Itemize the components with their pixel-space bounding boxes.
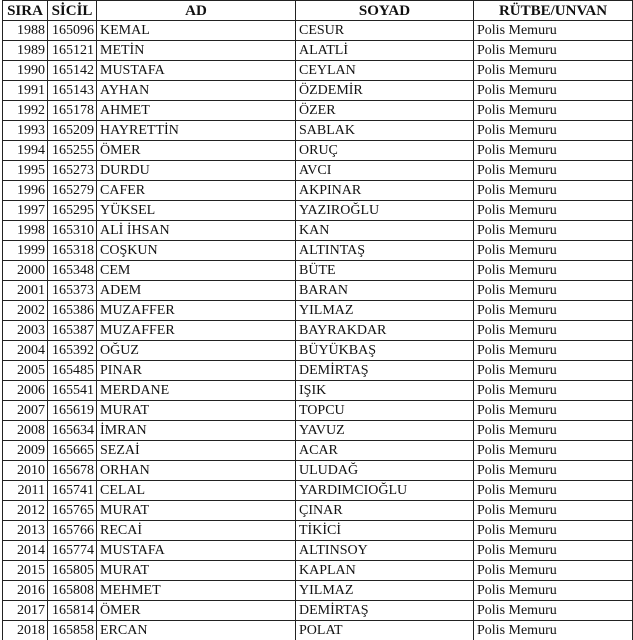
cell-sicil: 165392 (48, 341, 97, 361)
cell-soyad: DEMİRTAŞ (296, 601, 474, 621)
cell-sicil: 165143 (48, 81, 97, 101)
cell-ad: METİN (97, 41, 296, 61)
cell-soyad: ULUDAĞ (296, 461, 474, 481)
cell-rutbe: Polis Memuru (474, 321, 633, 341)
cell-soyad: BAYRAKDAR (296, 321, 474, 341)
table-row (3, 81, 633, 101)
cell-soyad: ALTINTAŞ (296, 241, 474, 261)
cell-sira: 2015 (3, 561, 48, 581)
cell-sira: 1991 (3, 81, 48, 101)
cell-ad: SEZAİ (97, 441, 296, 461)
cell-sicil: 165273 (48, 161, 97, 181)
cell-rutbe: Polis Memuru (474, 281, 633, 301)
cell-rutbe: Polis Memuru (474, 261, 633, 281)
cell-ad: DURDU (97, 161, 296, 181)
cell-soyad: BARAN (296, 281, 474, 301)
table-row (3, 481, 633, 501)
cell-sira: 1989 (3, 41, 48, 61)
cell-ad: MURAT (97, 561, 296, 581)
table-row (3, 61, 633, 81)
cell-soyad: IŞIK (296, 381, 474, 401)
cell-rutbe: Polis Memuru (474, 441, 633, 461)
cell-sira: 1997 (3, 201, 48, 221)
cell-sicil: 165373 (48, 281, 97, 301)
cell-soyad: TOPCU (296, 401, 474, 421)
table-row (3, 521, 633, 541)
table-row (3, 501, 633, 521)
table-row (3, 621, 633, 640)
cell-sicil: 165741 (48, 481, 97, 501)
cell-sira: 1995 (3, 161, 48, 181)
cell-sira: 2001 (3, 281, 48, 301)
cell-soyad: KAN (296, 221, 474, 241)
table-row (3, 441, 633, 461)
cell-rutbe: Polis Memuru (474, 221, 633, 241)
cell-ad: PINAR (97, 361, 296, 381)
cell-sira: 2011 (3, 481, 48, 501)
cell-ad: CAFER (97, 181, 296, 201)
cell-sira: 2012 (3, 501, 48, 521)
cell-rutbe: Polis Memuru (474, 561, 633, 581)
cell-ad: MERDANE (97, 381, 296, 401)
header-sicil: SİCİL (48, 1, 97, 21)
cell-ad: ÖMER (97, 601, 296, 621)
cell-rutbe: Polis Memuru (474, 381, 633, 401)
cell-rutbe: Polis Memuru (474, 121, 633, 141)
cell-sira: 2008 (3, 421, 48, 441)
cell-sira: 2000 (3, 261, 48, 281)
cell-rutbe: Polis Memuru (474, 461, 633, 481)
cell-rutbe: Polis Memuru (474, 81, 633, 101)
table-row (3, 381, 633, 401)
cell-sira: 1993 (3, 121, 48, 141)
cell-soyad: ALTINSOY (296, 541, 474, 561)
cell-ad: AYHAN (97, 81, 296, 101)
cell-rutbe: Polis Memuru (474, 181, 633, 201)
cell-rutbe: Polis Memuru (474, 101, 633, 121)
cell-sira: 2004 (3, 341, 48, 361)
cell-ad: HAYRETTİN (97, 121, 296, 141)
cell-sicil: 165619 (48, 401, 97, 421)
cell-rutbe: Polis Memuru (474, 501, 633, 521)
cell-sira: 1999 (3, 241, 48, 261)
cell-soyad: YILMAZ (296, 301, 474, 321)
cell-sira: 2003 (3, 321, 48, 341)
header-row (3, 1, 633, 21)
cell-sicil: 165387 (48, 321, 97, 341)
table-row (3, 361, 633, 381)
table-row (3, 541, 633, 561)
cell-ad: ADEM (97, 281, 296, 301)
cell-ad: CEM (97, 261, 296, 281)
header-ad: AD (97, 1, 296, 21)
table-row (3, 241, 633, 261)
cell-ad: MEHMET (97, 581, 296, 601)
cell-sicil: 165279 (48, 181, 97, 201)
cell-ad: İMRAN (97, 421, 296, 441)
cell-sira: 1988 (3, 21, 48, 41)
cell-rutbe: Polis Memuru (474, 241, 633, 261)
cell-sicil: 165178 (48, 101, 97, 121)
cell-sicil: 165209 (48, 121, 97, 141)
cell-sicil: 165774 (48, 541, 97, 561)
header-rutbe: RÜTBE/UNVAN (474, 1, 633, 21)
cell-sira: 2013 (3, 521, 48, 541)
cell-sira: 2007 (3, 401, 48, 421)
cell-rutbe: Polis Memuru (474, 581, 633, 601)
cell-ad: RECAİ (97, 521, 296, 541)
cell-soyad: YILMAZ (296, 581, 474, 601)
cell-ad: MUZAFFER (97, 321, 296, 341)
table-header (3, 1, 633, 21)
cell-soyad: AVCI (296, 161, 474, 181)
table-row (3, 221, 633, 241)
cell-rutbe: Polis Memuru (474, 61, 633, 81)
cell-sira: 2016 (3, 581, 48, 601)
cell-soyad: ACAR (296, 441, 474, 461)
cell-ad: ERCAN (97, 621, 296, 640)
cell-ad: MUSTAFA (97, 61, 296, 81)
cell-ad: YÜKSEL (97, 201, 296, 221)
cell-soyad: ÖZER (296, 101, 474, 121)
cell-soyad: BÜYÜKBAŞ (296, 341, 474, 361)
cell-sicil: 165318 (48, 241, 97, 261)
cell-sicil: 165142 (48, 61, 97, 81)
cell-rutbe: Polis Memuru (474, 141, 633, 161)
cell-ad: ALİ İHSAN (97, 221, 296, 241)
table-row (3, 461, 633, 481)
table-row (3, 161, 633, 181)
table-row (3, 41, 633, 61)
cell-rutbe: Polis Memuru (474, 421, 633, 441)
cell-sicil: 165386 (48, 301, 97, 321)
cell-sicil: 165665 (48, 441, 97, 461)
cell-sira: 1992 (3, 101, 48, 121)
cell-sicil: 165348 (48, 261, 97, 281)
cell-soyad: KAPLAN (296, 561, 474, 581)
cell-soyad: ALATLİ (296, 41, 474, 61)
cell-ad: MURAT (97, 501, 296, 521)
cell-ad: AHMET (97, 101, 296, 121)
cell-ad: ÖMER (97, 141, 296, 161)
cell-sicil: 165634 (48, 421, 97, 441)
table-row (3, 181, 633, 201)
table-row (3, 301, 633, 321)
cell-rutbe: Polis Memuru (474, 301, 633, 321)
cell-sicil: 165121 (48, 41, 97, 61)
cell-sicil: 165295 (48, 201, 97, 221)
cell-sicil: 165765 (48, 501, 97, 521)
cell-sicil: 165310 (48, 221, 97, 241)
cell-sira: 1996 (3, 181, 48, 201)
cell-rutbe: Polis Memuru (474, 521, 633, 541)
cell-rutbe: Polis Memuru (474, 41, 633, 61)
cell-soyad: YAZIROĞLU (296, 201, 474, 221)
cell-soyad: ÖZDEMİR (296, 81, 474, 101)
cell-sicil: 165678 (48, 461, 97, 481)
cell-sicil: 165858 (48, 621, 97, 640)
cell-sira: 2006 (3, 381, 48, 401)
cell-ad: MUSTAFA (97, 541, 296, 561)
cell-rutbe: Polis Memuru (474, 481, 633, 501)
cell-ad: MURAT (97, 401, 296, 421)
cell-soyad: CESUR (296, 21, 474, 41)
table-row (3, 281, 633, 301)
cell-sicil: 165808 (48, 581, 97, 601)
cell-soyad: AKPINAR (296, 181, 474, 201)
cell-sira: 1994 (3, 141, 48, 161)
table-row (3, 21, 633, 41)
cell-sira: 2002 (3, 301, 48, 321)
cell-soyad: ÇINAR (296, 501, 474, 521)
cell-ad: ORHAN (97, 461, 296, 481)
cell-sicil: 165255 (48, 141, 97, 161)
cell-sicil: 165541 (48, 381, 97, 401)
cell-soyad: POLAT (296, 621, 474, 640)
table-row (3, 601, 633, 621)
cell-rutbe: Polis Memuru (474, 541, 633, 561)
cell-sicil: 165485 (48, 361, 97, 381)
cell-soyad: TİKİCİ (296, 521, 474, 541)
table-row (3, 261, 633, 281)
cell-ad: OĞUZ (97, 341, 296, 361)
cell-sira: 2018 (3, 621, 48, 640)
cell-ad: COŞKUN (97, 241, 296, 261)
cell-sira: 2009 (3, 441, 48, 461)
table-row (3, 101, 633, 121)
table-row (3, 581, 633, 601)
table-row (3, 341, 633, 361)
cell-sicil: 165814 (48, 601, 97, 621)
cell-sicil: 165805 (48, 561, 97, 581)
personnel-table (2, 0, 633, 640)
cell-soyad: BÜTE (296, 261, 474, 281)
cell-rutbe: Polis Memuru (474, 21, 633, 41)
table-body (3, 21, 633, 640)
cell-sira: 1998 (3, 221, 48, 241)
table-row (3, 401, 633, 421)
cell-sira: 2010 (3, 461, 48, 481)
cell-soyad: YARDIMCIOĞLU (296, 481, 474, 501)
table-row (3, 141, 633, 161)
cell-rutbe: Polis Memuru (474, 601, 633, 621)
cell-ad: MUZAFFER (97, 301, 296, 321)
cell-soyad: DEMİRTAŞ (296, 361, 474, 381)
cell-soyad: SABLAK (296, 121, 474, 141)
table-row (3, 421, 633, 441)
cell-sira: 1990 (3, 61, 48, 81)
header-sira: SIRA (3, 1, 48, 21)
cell-rutbe: Polis Memuru (474, 361, 633, 381)
cell-soyad: YAVUZ (296, 421, 474, 441)
cell-soyad: CEYLAN (296, 61, 474, 81)
table-row (3, 121, 633, 141)
table-row (3, 561, 633, 581)
cell-rutbe: Polis Memuru (474, 621, 633, 640)
cell-sira: 2005 (3, 361, 48, 381)
cell-sira: 2017 (3, 601, 48, 621)
cell-rutbe: Polis Memuru (474, 401, 633, 421)
cell-rutbe: Polis Memuru (474, 341, 633, 361)
cell-ad: KEMAL (97, 21, 296, 41)
header-soyad: SOYAD (296, 1, 474, 21)
cell-rutbe: Polis Memuru (474, 161, 633, 181)
table-row (3, 201, 633, 221)
cell-soyad: ORUÇ (296, 141, 474, 161)
table-row (3, 321, 633, 341)
cell-rutbe: Polis Memuru (474, 201, 633, 221)
cell-sicil: 165766 (48, 521, 97, 541)
cell-sicil: 165096 (48, 21, 97, 41)
cell-ad: CELAL (97, 481, 296, 501)
cell-sira: 2014 (3, 541, 48, 561)
